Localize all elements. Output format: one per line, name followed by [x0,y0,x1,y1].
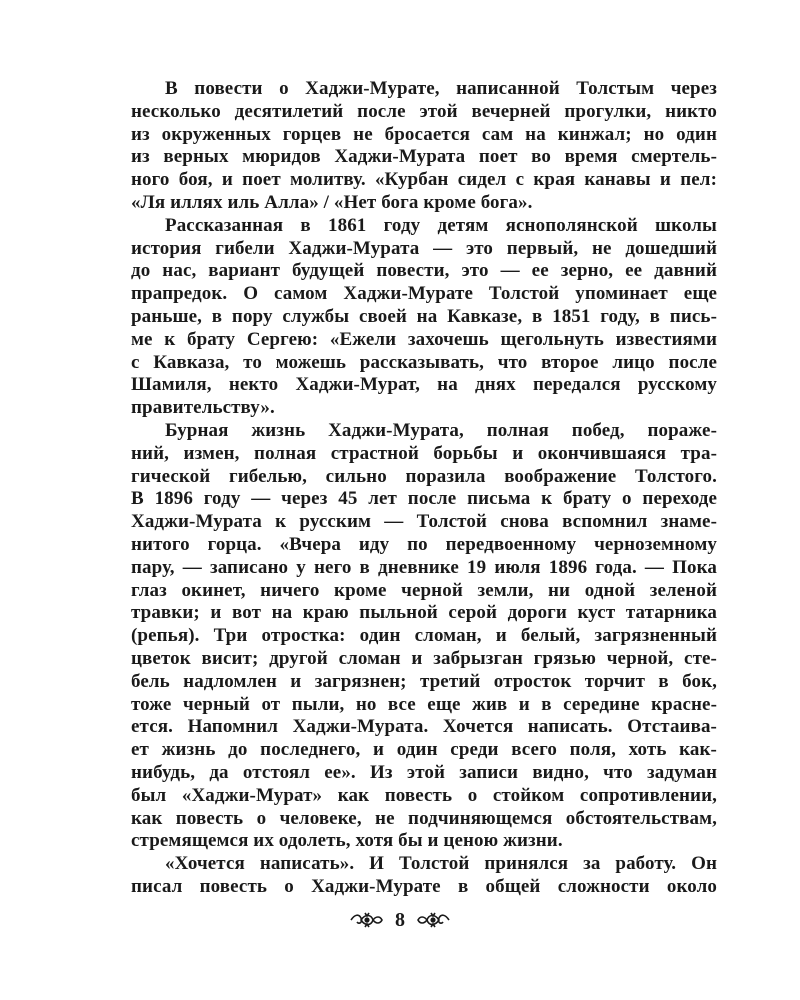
text-line: (репья). Три отростка: один сломан, и белый, загрязненный [131,625,717,647]
text-line: цветок висит; другой сломан и забрызган грязью черной, сте- [131,647,717,669]
text-line: Бурная жизнь Хаджи-Мурата, полная побед, пораже- [165,419,717,441]
paragraph-1 [131,78,717,215]
text-line: прапредок. О самом Хаджи-Мурате Толстой упоминает еще [131,283,717,305]
text-line: писал повесть о Хаджи-Мурате в общей сложности около [131,875,717,897]
text-line: до нас, вариант будущей повести, это — ее зерно, ее давний [131,260,717,282]
paragraph-4 [131,853,717,899]
text-line: Хаджи-Мурата к русским — Толстой снова вспомнил знаме- [131,511,717,533]
text-line: нитого горца. «Вчера иду по передвоенному черноземному [131,533,717,555]
text-line: Шамиля, некто Хаджи-Мурат, на днях передался русскому [131,374,717,396]
text-line: В 1896 году — через 45 лет после письма к брату о переходе [131,488,717,510]
text-line: с Кавказа, то можешь рассказывать, что второе лицо после [131,351,717,373]
text-line: ного боя, и поет молитву. «Курбан сидел с края канавы и пел: [131,169,717,191]
text-line: ний, измен, полная страстной борьбы и окончившаяся тра- [131,442,717,464]
ornament-right-icon [415,910,451,930]
text-line: Рассказанная в 1861 году детям яснополянской школы [165,214,717,236]
text-line: ме к брату Сергею: «Ежели захочешь щегольнуть известиями [131,328,717,350]
text-line: несколько десятилетий после этой вечерней прогулки, никто [131,100,717,122]
body-text [131,78,717,899]
text-line: глаз окинет, ничего кроме черной земли, ни одной зеленой [131,579,717,601]
text-line: гической гибелью, сильно поразила воображение Толстого. [131,465,717,487]
text-line: из верных мюридов Хаджи-Мурата поет во время смертель- [131,146,717,168]
text-line: история гибели Хаджи-Мурата — это первый, не дошедший [131,237,717,259]
text-line: бель надломлен и загрязнен; третий отросток торчит в бок, [131,670,717,692]
text-line: был «Хаджи-Мурат» как повесть о стойком сопротивлении, [131,784,717,806]
page-footer [0,905,800,935]
paragraph-2 [131,215,717,420]
text-line: травки; и вот на краю пыльной серой дороги куст татарника [131,602,717,624]
text-line: В повести о Хаджи-Мурате, написанной Толстым через [165,78,717,99]
text-line: как повесть о человеке, не подчиняющемся обстоятельствам, [131,807,717,829]
paragraph-3 [131,420,717,853]
text-line: «Ля иллях иль Алла» / «Нет бога кроме бога». [131,191,533,213]
text-line: пару, — записано у него в дневнике 19 июля 1896 года. — Пока [131,556,717,578]
text-line: «Хочется написать». И Толстой принялся за работу. Он [165,853,717,875]
page-number: 8 [395,908,405,931]
text-line: тоже черный от пыли, но все еще жив и в середине красне- [131,693,717,715]
text-line: ет жизнь до последнего, и один среди всего поля, хоть как- [131,739,717,761]
text-line: стремящемся их одолеть, хотя бы и ценою жизни. [131,830,563,852]
ornament-left-icon [349,910,385,930]
text-line: нибудь, да отстоял ее». Из этой записи видно, что задуман [131,761,717,783]
text-line: правительству». [131,397,275,419]
text-line: раньше, в пору службы своей на Кавказе, в 1851 году, в пись- [131,305,717,327]
text-line: ется. Напомнил Хаджи-Мурата. Хочется написать. Отстаива- [131,716,717,738]
text-line: из окруженных горцев не бросается сам на кинжал; но один [131,123,717,145]
